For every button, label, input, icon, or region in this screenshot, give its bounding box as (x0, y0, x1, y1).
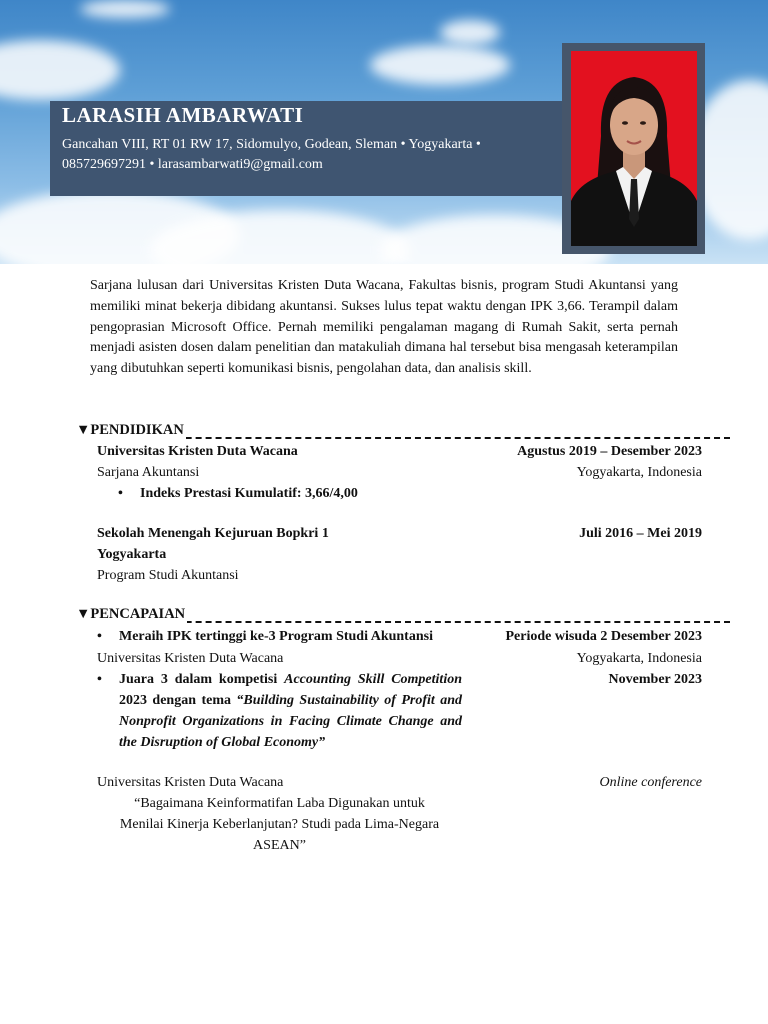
achievement-period: November 2023 (608, 672, 702, 687)
education-item (97, 441, 702, 462)
achievement-text (97, 669, 462, 753)
paper-title-line: ASEAN” (253, 838, 306, 853)
competition-theme: “Building Sustainability of Profit and Nonprofit Organizations in Facing Climate Change and the Disruption of Global Economy” (119, 693, 462, 750)
achievement-text: Meraih IPK tertinggi ke-3 Program Studi Akuntansi (119, 629, 433, 644)
bullet-icon: • (97, 672, 102, 687)
degree: Sarjana Akuntansi (97, 465, 200, 480)
paper-title-line: Menilai Kinerja Keberlanjutan? Studi pada Lima-Negara (119, 817, 440, 832)
location: Yogyakarta, Indonesia (576, 651, 702, 666)
gpa-text: Indeks Prestasi Kumulatif: 3,66/4,00 (140, 486, 358, 501)
city: Yogyakarta (408, 137, 473, 152)
achievement-period: Periode wisuda 2 Desember 2023 (505, 629, 702, 644)
education-school-line2 (97, 544, 702, 565)
competition-name: Accounting Skill Competition (284, 672, 462, 687)
section-title: ▼PENDIDIKAN (76, 422, 184, 438)
profile-summary: Sarjana lulusan dari Universitas Kristen Duta Wacana, Fakultas bisnis, program Studi Akuntansi yang memiliki minat bekerja dibidang akuntansi. Sukses lulus tepat waktu dengan IPK 3,66. Terampil dalam pengoprasian Microsoft Office. Pernah memiliki pengalaman magang di Rumah Sakit, serta pernah menjadi asisten dosen dalam penelitian dan matakuliah dimana hal tersebut bisa mengasah keterampilan yang dibutuhkan seperti komunikasi bisnis, pengolahan data, dan analisis skill. (90, 278, 678, 377)
venue: Online conference (599, 775, 702, 790)
school-name-continued: Yogyakarta (97, 547, 167, 562)
address: Gancahan VIII, RT 01 RW 17, Sidomulyo, Godean, Sleman (62, 137, 398, 152)
education-item (97, 523, 702, 544)
achievement-org-row (97, 772, 702, 793)
section-pendidikan-header (76, 422, 730, 442)
achievement-text-mid: 2023 dengan tema (119, 693, 237, 708)
organization: Universitas Kristen Duta Wacana (97, 651, 284, 666)
program: Program Studi Akuntansi (97, 568, 239, 583)
separator: • (475, 137, 481, 152)
school-name: Universitas Kristen Duta Wacana (97, 444, 298, 459)
person-name: LARASIH AMBARWATI (62, 103, 304, 127)
education-program-row (97, 565, 702, 586)
paper-title-line: “Bagaimana Keinformatifan Laba Digunakan untuk (134, 796, 425, 811)
bullet-icon: • (97, 629, 102, 644)
section-pencapaian-header (76, 606, 730, 626)
achievement-bullet (97, 669, 462, 753)
gpa-bullet (118, 483, 518, 504)
paper-title (97, 793, 462, 856)
education-degree-row (97, 462, 702, 483)
email: larasambarwati9@gmail.com (157, 157, 323, 172)
achievement-org-row (97, 648, 702, 669)
bullet-icon: • (118, 486, 123, 501)
section-title: ▼PENCAPAIAN (76, 606, 186, 622)
separator: • (149, 157, 155, 172)
achievement-bullet (97, 626, 462, 647)
separator: • (400, 137, 406, 152)
study-period: Juli 2016 – Mei 2019 (579, 526, 702, 541)
phone: 085729697291 (62, 157, 146, 172)
school-name: Sekolah Menengah Kejuruan Bopkri 1 (97, 526, 329, 541)
contact-info (62, 135, 552, 175)
organization: Universitas Kristen Duta Wacana (97, 775, 284, 790)
profile-photo (571, 51, 697, 246)
study-period: Agustus 2019 – Desember 2023 (517, 444, 702, 459)
location: Yogyakarta, Indonesia (576, 465, 702, 480)
achievement-text-pre: Juara 3 dalam kompetisi (119, 672, 285, 687)
portrait-illustration (571, 51, 697, 246)
